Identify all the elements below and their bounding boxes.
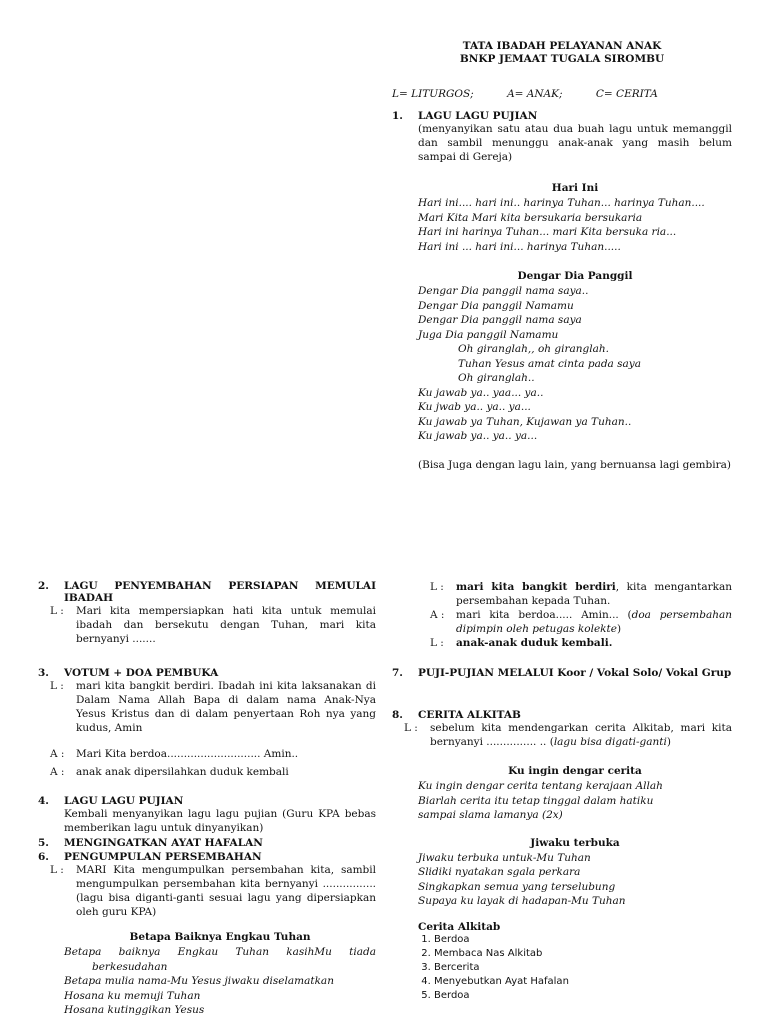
liturgos-line [392, 580, 732, 608]
lyric-line: Hari ini.... hari ini.. harinya Tuhan... harinya Tuhan.... [418, 197, 705, 209]
step-item: 1. Berdoa [434, 933, 732, 947]
song-lyrics [418, 196, 732, 254]
speaker-label: A : [50, 748, 65, 760]
step-item: 2. Membaca Nas Alkitab [434, 947, 732, 961]
document-header [392, 40, 732, 66]
lyric-line: Dengar Dia panggil Namamu [418, 299, 574, 312]
section-4 [38, 795, 376, 835]
section-2 [38, 580, 376, 646]
bold-text: mari kita bangkit berdiri [456, 581, 616, 593]
speaker-label: L : [430, 637, 444, 649]
section-title: VOTUM + DOA PEMBUKA [64, 667, 219, 679]
legend-cerita: C= CERITA [595, 88, 658, 100]
section-title: PENGUMPULAN PERSEMBAHAN [64, 851, 262, 863]
step-item: 4. Menyebutkan Ayat Hafalan [434, 975, 732, 989]
anak-line [38, 765, 376, 779]
speaker-text [456, 580, 732, 608]
song-title: Ku ingin dengar cerita [508, 765, 642, 777]
lyric-line: Hari ini ... hari ini... harinya Tuhan..... [418, 240, 621, 253]
lyric-line: Ku ingin dengar cerita tentang kerajaan Allah [418, 780, 663, 792]
speaker-label: A : [430, 609, 445, 621]
section-number: 1. [392, 110, 403, 122]
lyric-line: Supaya ku layak di hadapan-Mu Tuhan [418, 895, 626, 907]
liturgos-line [392, 721, 732, 749]
italic-text: doa persembahan dipimpin oleh petugas kolekte [456, 609, 732, 635]
liturgos-line [392, 636, 732, 650]
cerita-title: Cerita Alkitab [418, 920, 501, 933]
song-title: Hari Ini [551, 182, 599, 194]
section-title: MENGINGATKAN AYAT HAFALAN [64, 837, 263, 849]
header-title: TATA IBADAH PELAYANAN ANAK [462, 40, 662, 52]
steps-list [418, 933, 732, 1003]
lyric-line: Ku jawab ya.. ya.. ya... [418, 430, 538, 442]
plain-text: , kita mengantarkan persembahan kepada Tuhan. [456, 581, 732, 607]
lyric-line: Betapa mulia nama-Mu Yesus jiwaku diselamatkan [64, 975, 334, 987]
speaker-text: Mari Kita berdoa............................ Amin.. [76, 748, 299, 760]
section-3 [38, 667, 376, 779]
lyric-line: Dengar Dia panggil nama saya.. [418, 285, 589, 297]
chorus-line: Tuhan Yesus amat cinta pada saya [458, 357, 641, 370]
role-legend [392, 88, 688, 100]
liturgos-line [38, 679, 376, 735]
lyric-line: Mari Kita Mari kita bersukaria bersukaria [418, 211, 643, 224]
header-church: BNKP JEMAAT TUGALA SIROMBU [459, 53, 665, 65]
section-6 [38, 851, 376, 1018]
section-title: CERITA ALKITAB [418, 709, 521, 721]
section-number: 6. [38, 851, 49, 863]
speaker-label: L : [50, 680, 64, 692]
speaker-label: L : [430, 581, 444, 593]
song-lyrics [418, 284, 732, 444]
chorus-line: Oh giranglah,, oh giranglah. [458, 343, 609, 355]
section-title: LAGU LAGU PUJIAN [418, 110, 538, 122]
song-lyrics [64, 945, 376, 1018]
lyric-line: Ku jwab ya.. ya.. ya... [418, 401, 531, 413]
lyric-line: Ku jawab ya Tuhan, Kujawan ya Tuhan.. [418, 415, 632, 428]
lyric-line: Biarlah cerita itu tetap tinggal dalam hatiku [418, 794, 654, 807]
plain-text: ) [666, 736, 671, 748]
anak-line [392, 608, 732, 636]
step-item: 5. Berdoa [434, 989, 732, 1003]
anak-line [38, 747, 376, 761]
plain-text: ) [616, 623, 622, 635]
section-description: (menyanyikan satu atau dua buah lagu untuk memanggil dan sambil menunggu anak-anak yang masih belum sampai di Gereja) [418, 123, 732, 163]
section-1 [392, 110, 732, 472]
speaker-label: L : [50, 605, 64, 617]
song-title: Betapa Baiknya Engkau Tuhan [129, 931, 311, 943]
liturgos-line [38, 604, 376, 646]
speaker-label: A : [50, 766, 65, 778]
section-8 [392, 709, 732, 1003]
liturgos-line [38, 863, 376, 919]
plain-text: mari kita berdoa..... Amin... ( [456, 609, 632, 621]
speaker-text [456, 608, 732, 636]
section-title: LAGU LAGU PUJIAN [64, 795, 184, 807]
lyric-line: Ku jawab ya.. yaa... ya.. [418, 386, 544, 399]
lyric-line: Juga Dia panggil Namamu [418, 328, 559, 341]
section-number: 2. [38, 580, 49, 592]
section-number: 3. [38, 667, 49, 679]
section-6-continued [392, 580, 732, 650]
italic-text: lagu bisa digati-ganti [553, 736, 667, 748]
section-7 [392, 667, 732, 679]
step-item: 3. Bercerita [434, 961, 732, 975]
section-title: PUJI-PUJIAN MELALUI Koor / Vokal Solo/ Vokal Grup [418, 667, 732, 679]
speaker-text: anak-anak duduk kembali. [456, 637, 613, 649]
song-lyrics [418, 779, 732, 823]
lyric-line: Hari ini harinya Tuhan... mari Kita bersuka ria... [418, 226, 677, 238]
section-number: 8. [392, 709, 403, 721]
lyric-line: Slidiki nyatakan sgala perkara [418, 866, 581, 878]
section-5 [38, 837, 376, 849]
section-note: (Bisa Juga dengan lagu lain, yang bernuansa lagi gembira) [418, 458, 731, 471]
section-number: 4. [38, 795, 49, 807]
section-title: LAGU PENYEMBAHAN PERSIAPAN MEMULAI IBADAH [64, 580, 376, 604]
lyric-line: Singkapkan semua yang terselubung [418, 880, 616, 893]
chorus-line: Oh giranglah.. [458, 372, 535, 384]
cerita-steps [418, 933, 732, 1003]
speaker-text: anak anak dipersilahkan duduk kembali [76, 766, 289, 778]
lyric-line: Jiwaku terbuka untuk-Mu Tuhan [418, 851, 591, 864]
lyric-line: sampai slama lamanya (2x) [418, 809, 563, 821]
section-text: Kembali menyanyikan lagu lagu pujian (Guru KPA bebas memberikan lagu untuk dinyanyikan) [64, 808, 376, 834]
speaker-label: L : [404, 722, 418, 734]
section-number: 5. [38, 837, 49, 849]
lyric-line: Betapa baiknya Engkau Tuhan kasihMu tiada berkesudahan [64, 946, 376, 973]
speaker-text: MARI Kita mengumpulkan persembahan kita, sambil mengumpulkan persembahan kita bernyanyi ................ (lagu bisa diganti-ganti sesuai lagu yang dipersiapkan oleh guru KPA) [76, 864, 376, 918]
plain-text: sebelum kita mendengarkan cerita Alkitab, mari kita bernyanyi ............... .. ( [430, 722, 732, 748]
legend-liturgos: L= LITURGOS; [392, 88, 474, 100]
speaker-text [430, 721, 732, 749]
legend-anak: A= ANAK; [507, 88, 563, 100]
song-title: Dengar Dia Panggil [517, 270, 633, 282]
song-lyrics [418, 851, 732, 909]
song-title: Jiwaku terbuka [530, 836, 620, 849]
lyric-line: Hosana kutinggikan Yesus [64, 1004, 205, 1016]
lyric-line: Hosana ku memuji Tuhan [64, 989, 201, 1002]
speaker-label: L : [50, 864, 64, 876]
speaker-text: mari kita bangkit berdiri. Ibadah ini kita laksanakan di Dalam Nama Allah Bapa di dalam nama Anak-Nya Yesus Kristus dan di dalam penyertaan Roh nya yang kudus, Amin [76, 680, 376, 734]
section-number: 7. [392, 667, 403, 679]
lyric-line: Dengar Dia panggil nama saya [418, 314, 582, 326]
speaker-text: Mari kita mempersiapkan hati kita untuk memulai ibadah dan bersekutu dengan Tuhan, mari kita bernyanyi ....... [76, 605, 376, 645]
